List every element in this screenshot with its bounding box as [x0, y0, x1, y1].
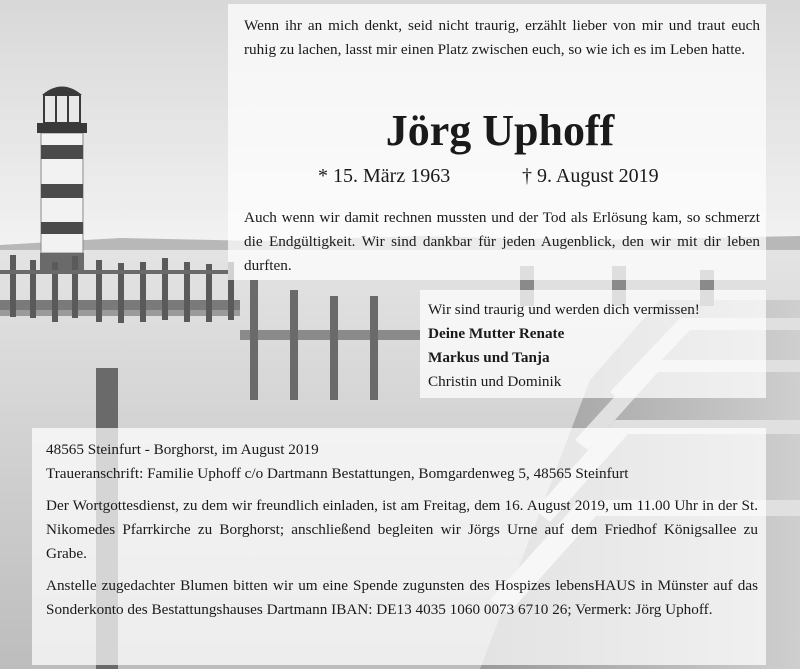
funeral-details	[46, 438, 758, 622]
memorial-quote: Wenn ihr an mich denkt, seid nicht traurig, erzählt lieber von mir und traut euch ruhig zu lachen, lasst mir einen Platz zwischen euch, so wie ich es im Leben hatte.	[244, 17, 760, 58]
lighthouse-graphic	[37, 87, 87, 274]
service-info: Der Wortgottesdienst, zu dem wir freundlich einladen, ist am Freitag, dem 16. August 2019, um 11.00 Uhr in der St. Nikomedes Pfarrkirche zu Borghorst; anschließend begleiten wir Jörgs Urne auf dem Friedhof Königsallee zu Grabe.	[46, 497, 758, 562]
mourning-address: Traueranschrift: Familie Uphoff c/o Dartmann Bestattungen, Bomgardenweg 5, 48565 Steinfurt	[46, 465, 629, 482]
donation-info: Anstelle zugedachter Blumen bitten wir um eine Spende zugunsten des Hospizes lebensHAUS in Münster auf das Sonderkonto des Bestattungshauses Dartmann IBAN: DE13 4035 1060 0073 6710 26; Vermerk: Jörg Uphoff.	[46, 577, 758, 618]
farewell-text: Auch wenn wir damit rechnen mussten und der Tod als Erlösung kam, so schmerzt die Endgültigkeit. Wir sind dankbar für jeden Augenblick, den wir mit dir leben durften.	[244, 209, 760, 274]
birth-date: * 15. März 1963	[318, 165, 451, 187]
signature-line-relatives: Christin und Dominik	[428, 373, 562, 390]
signature-line-siblings: Markus und Tanja	[428, 349, 550, 366]
deceased-name: Jörg Uphoff	[385, 106, 615, 155]
mourners-signature	[428, 298, 758, 394]
death-date: † 9. August 2019	[522, 165, 659, 187]
signature-line-mother: Deine Mutter Renate	[428, 325, 565, 342]
signature-line-message: Wir sind traurig und werden dich vermissen!	[428, 301, 700, 318]
place-and-date: 48565 Steinfurt - Borghorst, im August 2019	[46, 441, 319, 458]
